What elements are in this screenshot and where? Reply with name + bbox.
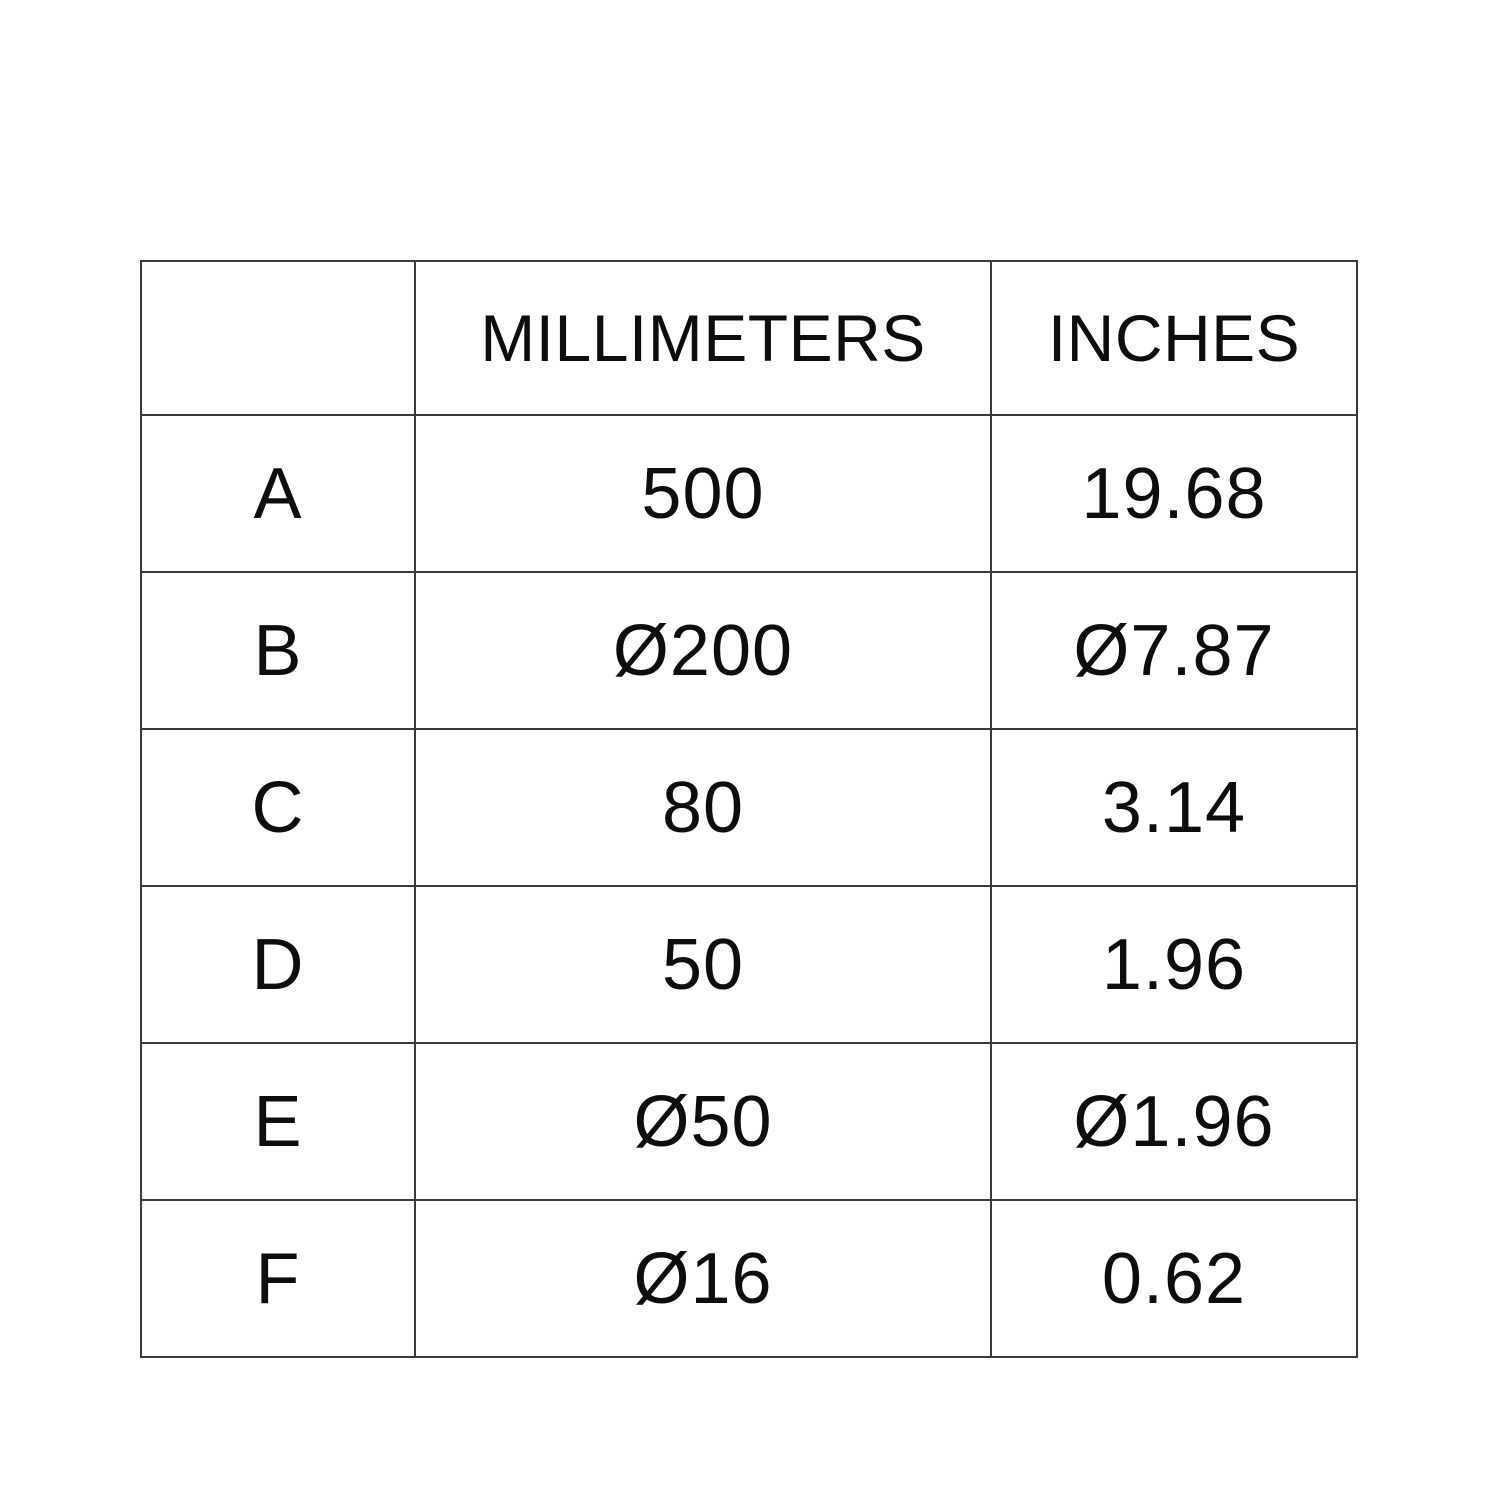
row-f-inches: 0.62 [991, 1200, 1357, 1357]
row-e-inches: Ø1.96 [991, 1043, 1357, 1200]
header-cell-inches: INCHES [991, 261, 1357, 415]
dimension-table [140, 260, 1358, 1358]
row-f-millimeters: Ø16 [415, 1200, 991, 1357]
row-label-b: B [141, 572, 415, 729]
table-row [141, 729, 1357, 886]
row-d-inches: 1.96 [991, 886, 1357, 1043]
row-label-c: C [141, 729, 415, 886]
row-c-inches: 3.14 [991, 729, 1357, 886]
header-cell-blank [141, 261, 415, 415]
row-label-e: E [141, 1043, 415, 1200]
row-label-a: A [141, 415, 415, 572]
row-label-f: F [141, 1200, 415, 1357]
row-e-millimeters: Ø50 [415, 1043, 991, 1200]
table-row [141, 1043, 1357, 1200]
row-b-millimeters: Ø200 [415, 572, 991, 729]
row-d-millimeters: 50 [415, 886, 991, 1043]
row-label-d: D [141, 886, 415, 1043]
table-header-row [141, 261, 1357, 415]
row-b-inches: Ø7.87 [991, 572, 1357, 729]
row-a-inches: 19.68 [991, 415, 1357, 572]
table-row [141, 1200, 1357, 1357]
header-cell-millimeters: MILLIMETERS [415, 261, 991, 415]
row-a-millimeters: 500 [415, 415, 991, 572]
row-c-millimeters: 80 [415, 729, 991, 886]
table-row [141, 886, 1357, 1043]
table-row [141, 572, 1357, 729]
table-row [141, 415, 1357, 572]
